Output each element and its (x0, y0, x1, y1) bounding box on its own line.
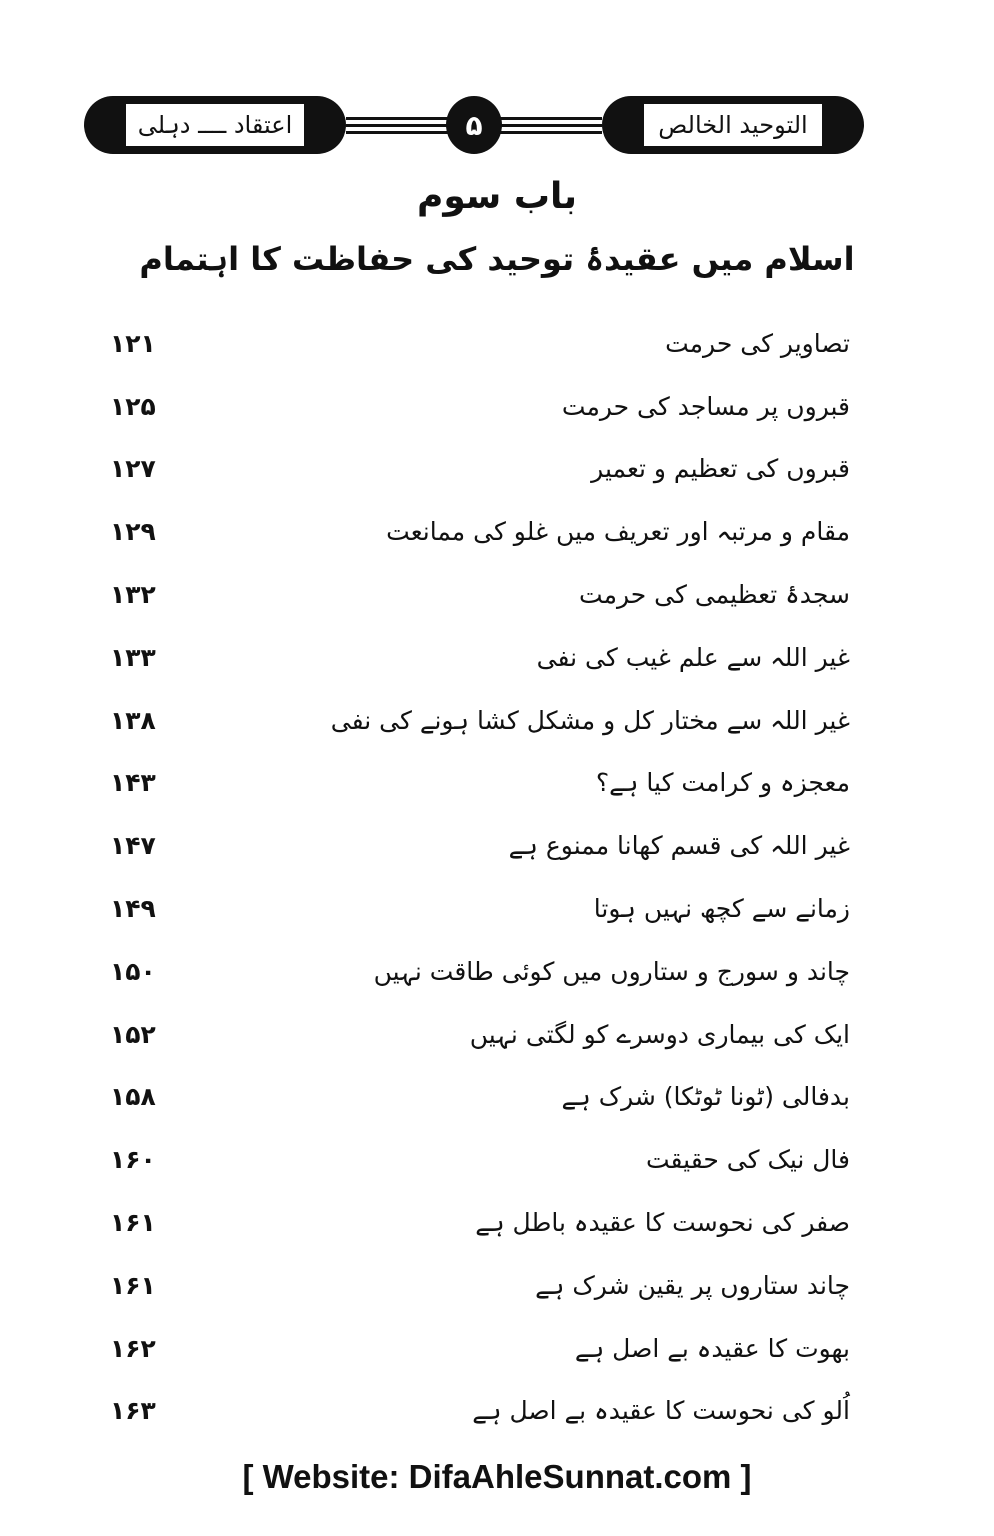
toc-entry-title: صفر کی نحوست کا عقیدہ باطل ہے (475, 1208, 850, 1238)
toc-entry (110, 1066, 850, 1129)
header-rule (346, 117, 456, 120)
toc-entry-page: ۱۲۷ (110, 454, 156, 484)
toc-entry-title: معجزہ و کرامت کیا ہے؟ (595, 768, 850, 798)
toc-entry (110, 563, 850, 626)
publisher-plate (84, 96, 346, 154)
toc-entry (110, 312, 850, 375)
toc-entry-title: سجدۂ تعظیمی کی حرمت (579, 580, 850, 610)
toc-entry (110, 438, 850, 501)
toc-entry-page: ۱۶۲ (110, 1333, 156, 1363)
book-title: التوحید الخالص (642, 102, 824, 148)
toc-entry-page: ۱۳۳ (110, 642, 156, 672)
toc-entry (110, 500, 850, 563)
toc-entry-page: ۱۳۸ (110, 705, 156, 735)
toc-entry-page: ۱۶۳ (110, 1396, 156, 1426)
toc-entry-title: چاند و سورج و ستاروں میں کوئی طاقت نہیں (373, 956, 850, 986)
toc-entry-title: قبروں کی تعظیم و تعمیر (591, 454, 850, 484)
table-of-contents (110, 312, 850, 1442)
toc-entry (110, 1254, 850, 1317)
toc-entry-page: ۱۲۹ (110, 517, 156, 547)
toc-entry (110, 689, 850, 752)
header-rule (492, 124, 602, 127)
toc-entry (110, 940, 850, 1003)
header-rule (492, 117, 602, 120)
toc-entry-page: ۱۲۱ (110, 328, 156, 358)
page-header (84, 96, 864, 158)
toc-entry-page: ۱۲۵ (110, 391, 156, 421)
toc-entry (110, 752, 850, 815)
toc-entry-title: زمانے سے کچھ نہیں ہوتا (593, 894, 850, 924)
toc-entry-page: ۱۴۹ (110, 894, 156, 924)
toc-entry-page: ۱۵۰ (110, 956, 156, 986)
toc-entry-title: اُلو کی نحوست کا عقیدہ بے اصل ہے (472, 1396, 850, 1426)
toc-entry-page: ۱۶۰ (110, 1145, 156, 1175)
header-rule (492, 131, 602, 134)
toc-entry (110, 1003, 850, 1066)
toc-entry (110, 814, 850, 877)
toc-entry (110, 1191, 850, 1254)
toc-entry (110, 1317, 850, 1380)
toc-entry-title: غیر اللہ کی قسم کھانا ممنوع ہے (508, 831, 850, 861)
toc-entry-page: ۱۴۷ (110, 831, 156, 861)
chapter-subtitle: اسلام میں عقیدۂ توحید کی حفاظت کا اہتمام (139, 240, 855, 278)
toc-entry-title: چاند ستاروں پر یقین شرک ہے (535, 1270, 850, 1300)
toc-entry-title: فال نیک کی حقیقت (645, 1145, 850, 1175)
toc-entry-title: غیر اللہ سے مختار کل و مشکل کشا ہونے کی نفی (330, 705, 850, 735)
publisher-label: اعتقاد ــــ دہلی (124, 102, 306, 148)
toc-entry-page: ۱۴۳ (110, 768, 156, 798)
toc-entry-title: بھوت کا عقیدہ بے اصل ہے (574, 1333, 850, 1363)
toc-entry-title: ایک کی بیماری دوسرے کو لگتی نہیں (469, 1019, 850, 1049)
page-number: ۵ (446, 96, 502, 154)
toc-entry-title: مقام و مرتبہ اور تعریف میں غلو کی ممانعت (386, 517, 850, 547)
toc-entry (110, 375, 850, 438)
toc-entry (110, 877, 850, 940)
toc-entry (110, 626, 850, 689)
header-rule (346, 124, 456, 127)
toc-entry-page: ۱۶۱ (110, 1208, 156, 1238)
toc-entry (110, 1128, 850, 1191)
toc-entry-title: تصاویر کی حرمت (665, 328, 850, 358)
toc-entry-page: ۱۳۲ (110, 580, 156, 610)
toc-entry-title: غیر اللہ سے علم غیب کی نفی (536, 642, 850, 672)
website-footer: [ Website: DifaAhleSunnat.com ] (242, 1458, 752, 1495)
toc-entry-title: قبروں پر مساجد کی حرمت (561, 391, 850, 421)
toc-entry-title: بدفالی (ٹونا ٹوٹکا) شرک ہے (561, 1082, 850, 1112)
toc-entry-page: ۱۶۱ (110, 1270, 156, 1300)
chapter-heading: باب سوم (416, 176, 578, 217)
book-title-plate (602, 96, 864, 154)
toc-entry-page: ۱۵۲ (110, 1019, 156, 1049)
header-rule (346, 131, 456, 134)
toc-entry (110, 1380, 850, 1443)
toc-entry-page: ۱۵۸ (110, 1082, 156, 1112)
